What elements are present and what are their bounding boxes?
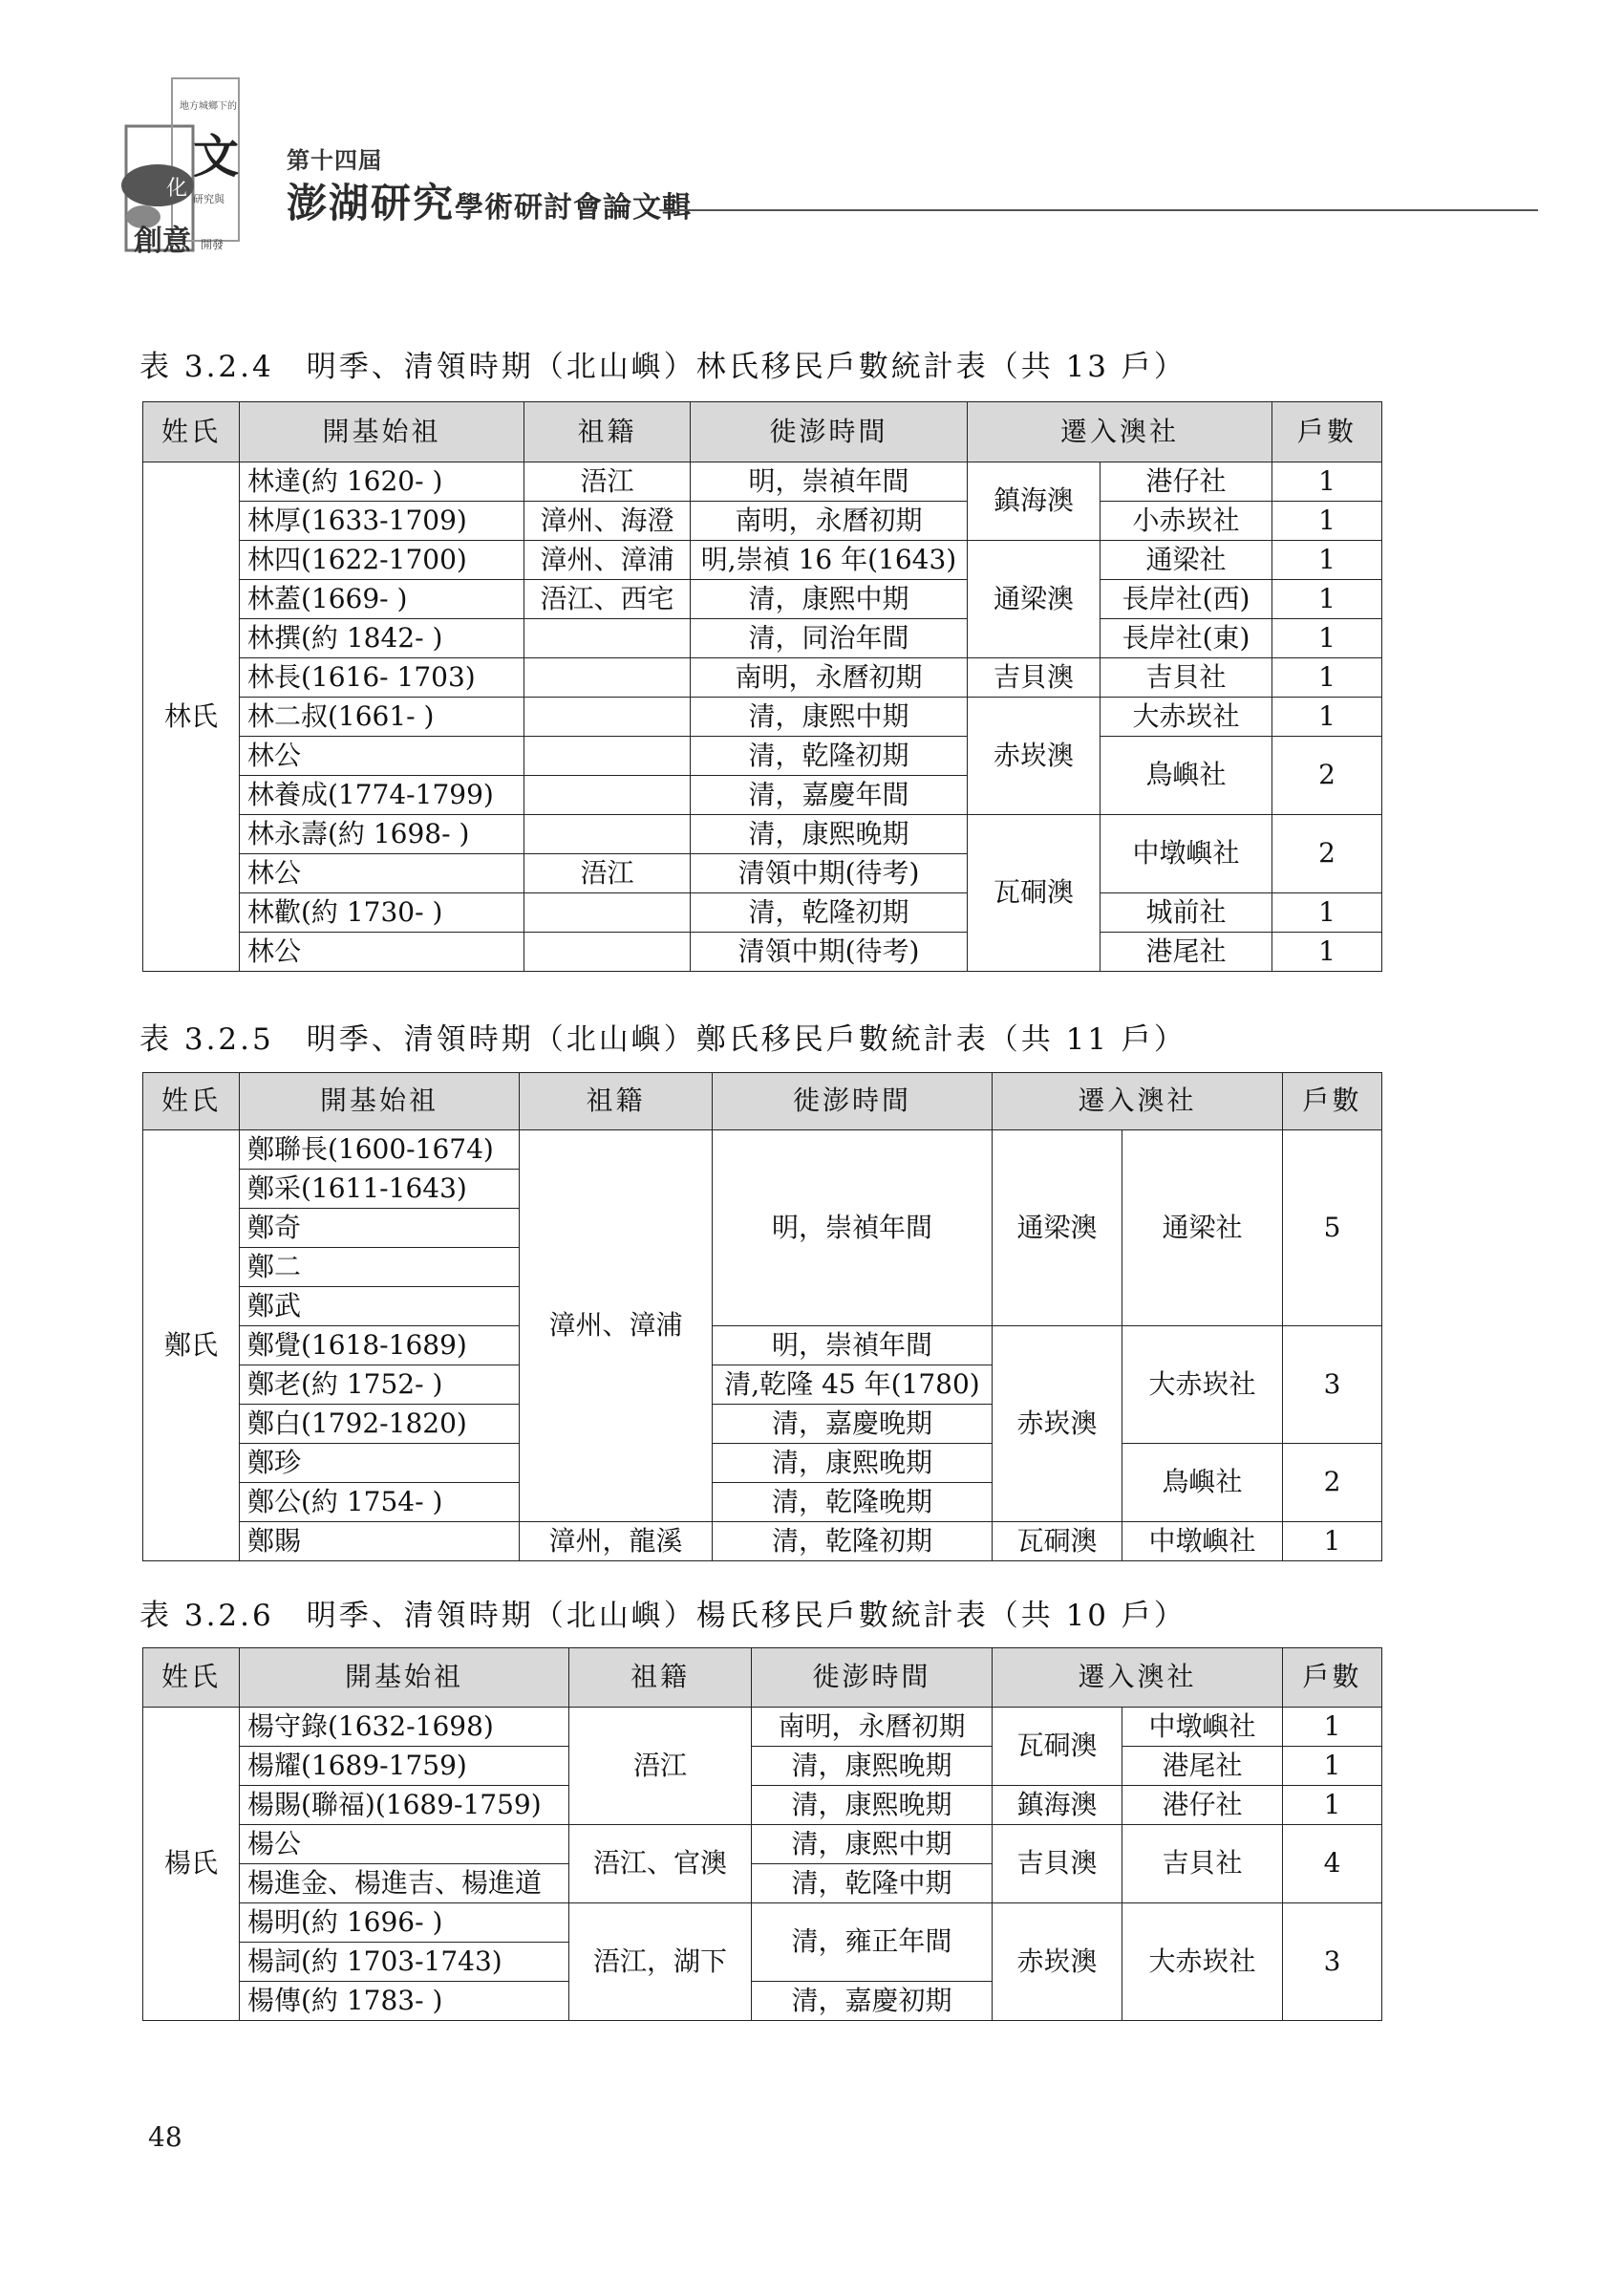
- ao-cell: 赤崁澳: [968, 698, 1100, 815]
- logo-small-text: 研究與: [193, 193, 224, 205]
- col-header: 開基始祖: [240, 402, 524, 462]
- period-cell: 明，崇禎年間: [713, 1130, 993, 1326]
- col-header: 徙澎時間: [713, 1073, 993, 1130]
- logo-char-wen: 文: [193, 130, 240, 183]
- she-cell: 通梁社: [1122, 1130, 1283, 1326]
- origin-cell: [524, 737, 691, 776]
- ao-cell: 瓦硐澳: [993, 1522, 1122, 1561]
- she-cell: 鳥嶼社: [1100, 737, 1272, 815]
- ancestor-cell: 楊耀(1689-1759): [240, 1747, 569, 1786]
- ancestor-cell: 鄭白(1792-1820): [240, 1405, 520, 1444]
- she-cell: 港仔社: [1122, 1786, 1283, 1825]
- col-header: 戶數: [1283, 1648, 1382, 1708]
- count-cell: 2: [1272, 815, 1382, 893]
- ao-cell: 吉貝澳: [968, 658, 1100, 698]
- ao-cell: 赤崁澳: [993, 1326, 1122, 1522]
- she-cell: 大赤崁社: [1122, 1326, 1283, 1444]
- count-cell: 1: [1272, 619, 1382, 658]
- ao-cell: 瓦硐澳: [993, 1708, 1122, 1786]
- table-header-row: [143, 402, 1382, 462]
- period-cell: 清，康熙中期: [752, 1825, 993, 1864]
- ao-cell: 通梁澳: [993, 1130, 1122, 1326]
- col-header: 遷入澳社: [968, 402, 1272, 462]
- col-header: 遷入澳社: [993, 1648, 1283, 1708]
- ancestor-cell: 楊守錄(1632-1698): [240, 1708, 569, 1747]
- col-header: 戶數: [1272, 402, 1382, 462]
- table-caption: 表 3.2.6 明季、清領時期（北山嶼）楊氏移民戶數統計表（共 10 戶）: [139, 1599, 1186, 1633]
- period-cell: 清，同治年間: [691, 619, 968, 658]
- origin-cell: 漳州，龍溪: [520, 1522, 713, 1561]
- ao-cell: 赤崁澳: [993, 1903, 1122, 2021]
- col-header: 姓氏: [143, 1073, 240, 1130]
- ancestor-cell: 林二叔(1661- ): [240, 698, 524, 737]
- lin-table: [142, 401, 1382, 972]
- table-row: [143, 1747, 1382, 1786]
- ancestor-cell: 楊賜(聯福)(1689-1759): [240, 1786, 569, 1825]
- ancestor-cell: 鄭二: [240, 1248, 520, 1287]
- origin-cell: 漳州、漳浦: [524, 541, 691, 580]
- ancestor-cell: 林撰(約 1842- ): [240, 619, 524, 658]
- count-cell: 3: [1283, 1326, 1382, 1444]
- ao-cell: 瓦硐澳: [968, 815, 1100, 972]
- count-cell: 2: [1272, 737, 1382, 815]
- table-caption: 表 3.2.4 明季、清領時期（北山嶼）林氏移民戶數統計表（共 13 戶）: [139, 350, 1186, 384]
- col-header: 祖籍: [520, 1073, 713, 1130]
- count-cell: 1: [1283, 1786, 1382, 1825]
- period-cell: 清，乾隆初期: [691, 893, 968, 933]
- she-cell: 中墩嶼社: [1100, 815, 1272, 893]
- table-row: [143, 1522, 1382, 1561]
- she-cell: 長岸社(西): [1100, 580, 1272, 619]
- col-header: 遷入澳社: [993, 1073, 1283, 1130]
- period-cell: 清領中期(待考): [691, 933, 968, 972]
- count-cell: 1: [1272, 462, 1382, 502]
- period-cell: 清，乾隆中期: [752, 1864, 993, 1903]
- edition-label: 第十四屆: [287, 146, 382, 174]
- table-row: [143, 1786, 1382, 1825]
- she-cell: 城前社: [1100, 893, 1272, 933]
- she-cell: 港尾社: [1100, 933, 1272, 972]
- surname-cell: 林氏: [143, 462, 240, 972]
- header-divider: [659, 209, 1538, 211]
- origin-cell: [524, 658, 691, 698]
- surname-cell: 楊氏: [143, 1708, 240, 2021]
- count-cell: 1: [1272, 658, 1382, 698]
- ancestor-cell: 林達(約 1620- ): [240, 462, 524, 502]
- table-row: [143, 815, 1382, 854]
- count-cell: 1: [1272, 541, 1382, 580]
- ao-cell: 鎮海澳: [993, 1786, 1122, 1825]
- period-cell: 清，乾隆初期: [691, 737, 968, 776]
- period-cell: 清，康熙中期: [691, 580, 968, 619]
- ancestor-cell: 林公: [240, 933, 524, 972]
- logo-char-kaifa: 開發: [201, 238, 224, 251]
- origin-cell: 浯江、官澳: [569, 1825, 752, 1903]
- table-row: [143, 893, 1382, 933]
- count-cell: 1: [1272, 698, 1382, 737]
- count-cell: 1: [1272, 933, 1382, 972]
- period-cell: 清，康熙晚期: [752, 1786, 993, 1825]
- period-cell: 清，康熙晚期: [713, 1444, 993, 1483]
- count-cell: 2: [1283, 1444, 1382, 1522]
- count-cell: 3: [1283, 1903, 1382, 2021]
- period-cell: 清，雍正年間: [752, 1903, 993, 1982]
- she-cell: 吉貝社: [1122, 1825, 1283, 1903]
- origin-cell: 浯江、西宅: [524, 580, 691, 619]
- period-cell: 南明，永曆初期: [691, 502, 968, 541]
- table-row: [143, 1130, 1382, 1170]
- conference-title-main: 澎湖研究: [287, 180, 456, 226]
- ao-cell: 吉貝澳: [993, 1825, 1122, 1903]
- ancestor-cell: 楊公: [240, 1825, 569, 1864]
- count-cell: 1: [1272, 893, 1382, 933]
- ancestor-cell: 鄭采(1611-1643): [240, 1170, 520, 1209]
- table-row: [143, 933, 1382, 972]
- she-cell: 小赤崁社: [1100, 502, 1272, 541]
- col-header: 姓氏: [143, 1648, 240, 1708]
- count-cell: 1: [1283, 1522, 1382, 1561]
- she-cell: 中墩嶼社: [1122, 1522, 1283, 1561]
- ancestor-cell: 楊明(約 1696- ): [240, 1903, 569, 1943]
- period-cell: 清，康熙中期: [691, 698, 968, 737]
- period-cell: 清,乾隆 45 年(1780): [713, 1365, 993, 1405]
- origin-cell: 漳州、海澄: [524, 502, 691, 541]
- period-cell: 明，崇禎年間: [691, 462, 968, 502]
- table-header-row: [143, 1648, 1382, 1708]
- ancestor-cell: 鄭奇: [240, 1209, 520, 1248]
- ancestor-cell: 楊進金、楊進吉、楊進道: [240, 1864, 569, 1903]
- ancestor-cell: 林公: [240, 737, 524, 776]
- period-cell: 清，嘉慶初期: [752, 1982, 993, 2021]
- ao-cell: 鎮海澳: [968, 462, 1100, 541]
- origin-cell: [524, 619, 691, 658]
- conference-title: [287, 172, 692, 229]
- table-row: [143, 737, 1382, 776]
- she-cell: 港仔社: [1100, 462, 1272, 502]
- conference-logo: [105, 59, 267, 269]
- table-row: [143, 541, 1382, 580]
- origin-cell: [524, 776, 691, 815]
- origin-cell: 浯江: [569, 1708, 752, 1825]
- ancestor-cell: 林公: [240, 854, 524, 893]
- period-cell: 清領中期(待考): [691, 854, 968, 893]
- count-cell: 1: [1272, 580, 1382, 619]
- col-header: 徙澎時間: [691, 402, 968, 462]
- count-cell: 1: [1283, 1747, 1382, 1786]
- period-cell: 南明，永曆初期: [752, 1708, 993, 1747]
- origin-cell: [524, 893, 691, 933]
- table-row: [143, 698, 1382, 737]
- period-cell: 清，乾隆晚期: [713, 1483, 993, 1522]
- table-header-row: [143, 1073, 1382, 1130]
- origin-cell: 浯江: [524, 462, 691, 502]
- table-row: [143, 580, 1382, 619]
- page-header: [105, 59, 1442, 279]
- logo-char-chuangyi: 創意: [134, 225, 191, 258]
- origin-cell: 漳州、漳浦: [520, 1130, 713, 1522]
- ancestor-cell: 鄭珍: [240, 1444, 520, 1483]
- period-cell: 清，康熙晚期: [752, 1747, 993, 1786]
- logo-char-hua: 化: [166, 177, 188, 201]
- logo-graphic: [105, 59, 267, 269]
- col-header: 開基始祖: [240, 1648, 569, 1708]
- zheng-table: [142, 1072, 1382, 1561]
- count-cell: 4: [1283, 1825, 1382, 1903]
- period-cell: 清，乾隆初期: [713, 1522, 993, 1561]
- period-cell: 清，嘉慶晚期: [713, 1405, 993, 1444]
- table-row: [143, 502, 1382, 541]
- count-cell: 1: [1272, 502, 1382, 541]
- ao-cell: 通梁澳: [968, 541, 1100, 658]
- she-cell: 長岸社(東): [1100, 619, 1272, 658]
- logo-top-text: 地方城鄉下的: [180, 101, 237, 112]
- she-cell: 通梁社: [1100, 541, 1272, 580]
- col-header: 祖籍: [524, 402, 691, 462]
- table-row: [143, 462, 1382, 502]
- yang-table: [142, 1647, 1382, 2021]
- she-cell: 大赤崁社: [1122, 1903, 1283, 2021]
- table-row: [143, 1903, 1382, 1943]
- ancestor-cell: 林長(1616- 1703): [240, 658, 524, 698]
- ancestor-cell: 林歡(約 1730- ): [240, 893, 524, 933]
- col-header: 徙澎時間: [752, 1648, 993, 1708]
- period-cell: 清，康熙晚期: [691, 815, 968, 854]
- col-header: 戶數: [1283, 1073, 1382, 1130]
- ancestor-cell: 楊傳(約 1783- ): [240, 1982, 569, 2021]
- ancestor-cell: 楊詞(約 1703-1743): [240, 1943, 569, 1982]
- she-cell: 鳥嶼社: [1122, 1444, 1283, 1522]
- table-row: [143, 658, 1382, 698]
- period-cell: 清，嘉慶年間: [691, 776, 968, 815]
- table-row: [143, 1326, 1382, 1365]
- ancestor-cell: 林四(1622-1700): [240, 541, 524, 580]
- count-cell: 5: [1283, 1130, 1382, 1326]
- page-number: 48: [148, 2121, 182, 2153]
- origin-cell: [524, 815, 691, 854]
- ancestor-cell: 鄭覺(1618-1689): [240, 1326, 520, 1365]
- table-caption: 表 3.2.5 明季、清領時期（北山嶼）鄭氏移民戶數統計表（共 11 戶）: [139, 1022, 1186, 1057]
- period-cell: 南明，永曆初期: [691, 658, 968, 698]
- period-cell: 明,崇禎 16 年(1643): [691, 541, 968, 580]
- she-cell: 吉貝社: [1100, 658, 1272, 698]
- she-cell: 中墩嶼社: [1122, 1708, 1283, 1747]
- period-cell: 明，崇禎年間: [713, 1326, 993, 1365]
- origin-cell: 浯江，湖下: [569, 1903, 752, 2021]
- origin-cell: [524, 933, 691, 972]
- origin-cell: [524, 698, 691, 737]
- table-row: [143, 1444, 1382, 1483]
- table-row: [143, 1708, 1382, 1747]
- ancestor-cell: 鄭聯長(1600-1674): [240, 1130, 520, 1170]
- count-cell: 1: [1283, 1708, 1382, 1747]
- table-row: [143, 619, 1382, 658]
- col-header: 開基始祖: [240, 1073, 520, 1130]
- ancestor-cell: 林養成(1774-1799): [240, 776, 524, 815]
- she-cell: 港尾社: [1122, 1747, 1283, 1786]
- surname-cell: 鄭氏: [143, 1130, 240, 1561]
- col-header: 祖籍: [569, 1648, 752, 1708]
- ancestor-cell: 林永壽(約 1698- ): [240, 815, 524, 854]
- ancestor-cell: 鄭武: [240, 1287, 520, 1326]
- ancestor-cell: 林蓋(1669- ): [240, 580, 524, 619]
- conference-title-sub: 學術研討會論文輯: [455, 191, 693, 225]
- ancestor-cell: 鄭公(約 1754- ): [240, 1483, 520, 1522]
- she-cell: 大赤崁社: [1100, 698, 1272, 737]
- table-row: [143, 1825, 1382, 1864]
- col-header: 姓氏: [143, 402, 240, 462]
- ancestor-cell: 鄭賜: [240, 1522, 520, 1561]
- ancestor-cell: 鄭老(約 1752- ): [240, 1365, 520, 1405]
- ancestor-cell: 林厚(1633-1709): [240, 502, 524, 541]
- origin-cell: 浯江: [524, 854, 691, 893]
